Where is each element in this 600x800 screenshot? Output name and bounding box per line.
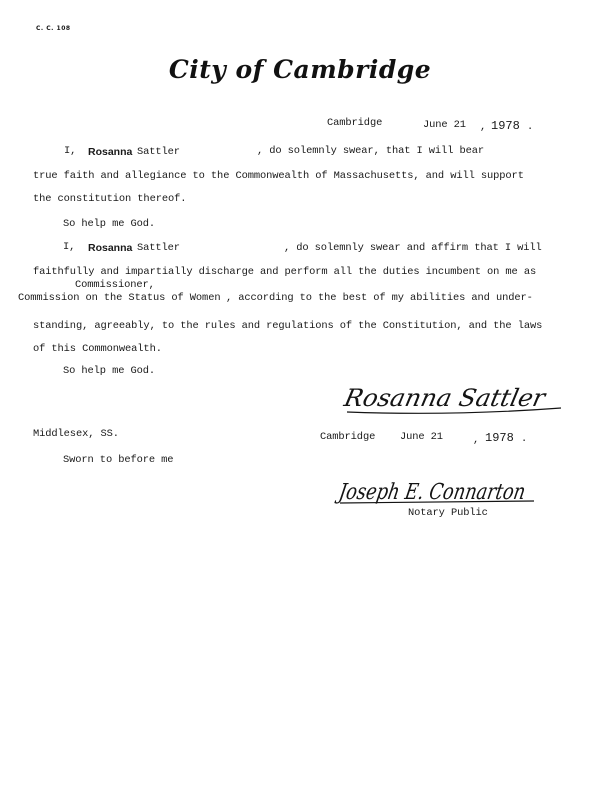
oath1-line1: , do solemnly swear, that I will bear xyxy=(257,145,485,157)
jurat-place: Cambridge xyxy=(320,431,376,443)
oath2-name: Rosanna xyxy=(88,242,133,254)
oath1-date: June 21 xyxy=(423,119,466,131)
oath2-help: So help me God. xyxy=(63,365,156,377)
oath1-help: So help me God. xyxy=(63,218,156,230)
jurat-year-sep: , xyxy=(473,434,480,446)
oath1-pronoun: I, xyxy=(64,145,77,157)
jurat-county: Middlesex, SS. xyxy=(33,428,119,440)
jurat-year: 1978 xyxy=(485,431,514,445)
oath1-line2: true faith and allegiance to the Commonwealth of Massachusetts, and will support xyxy=(33,170,524,182)
jurat-end-mark: . xyxy=(521,433,528,445)
officer-signature xyxy=(341,378,565,418)
oath2-surname: Sattler xyxy=(137,242,180,254)
notary-signature xyxy=(336,465,572,513)
document-title: City of Cambridge xyxy=(168,55,432,84)
oath1-line3: the constitution thereof. xyxy=(33,193,187,205)
oath1-year: 1978 xyxy=(491,119,520,133)
form-number: C. C. 108 xyxy=(36,25,71,32)
office-title: Commissioner, xyxy=(75,279,155,291)
oath2-line3: , according to the best of my abilities and under- xyxy=(226,292,533,304)
oath2-line1: , do solemnly swear and affirm that I will xyxy=(284,242,542,254)
notary-signature-text: Joseph E. Connarton xyxy=(336,479,572,505)
oath2-pronoun: I, xyxy=(63,241,76,253)
oath1-name: Rosanna xyxy=(88,146,133,158)
sworn-text: Sworn to before me xyxy=(63,454,174,466)
oath2-line2: faithfully and impartially discharge and perform all the duties incumbent on me as xyxy=(33,266,537,278)
oath1-place: Cambridge xyxy=(327,117,383,129)
office-body: Commission on the Status of Women xyxy=(18,292,221,304)
jurat-date: June 21 xyxy=(400,431,443,443)
oath1-surname: Sattler xyxy=(137,146,180,158)
oath2-line4: standing, agreeably, to the rules and regulations of the Constitution, and the laws xyxy=(33,320,543,332)
oath1-end-mark: . xyxy=(527,121,534,133)
oath2-line5: of this Commonwealth. xyxy=(33,343,162,355)
oath1-year-sep: , xyxy=(480,121,487,133)
officer-signature-text: Rosanna Sattler xyxy=(341,383,544,412)
notary-title: Notary Public xyxy=(408,507,488,519)
